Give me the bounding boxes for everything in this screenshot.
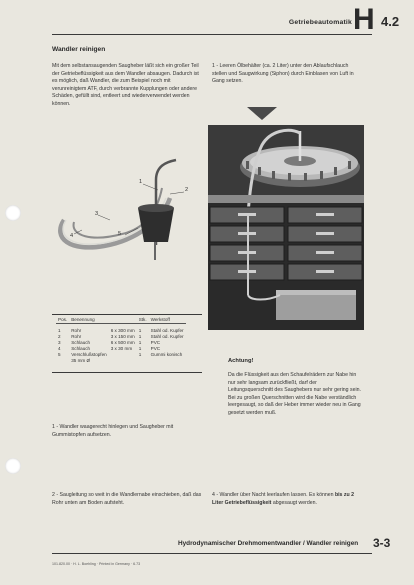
table-cell: 1 — [138, 346, 142, 351]
table-cell: 1 — [138, 352, 142, 357]
table-cell: 4 — [58, 346, 61, 351]
header-section: Getriebeautomatik — [288, 19, 352, 26]
binder-hole-top — [5, 205, 21, 221]
table-header: Werkstoff — [150, 317, 170, 322]
table-cell: 3 — [58, 340, 61, 345]
workshop-photo — [208, 125, 364, 330]
section-title: Wandler reinigen — [52, 46, 106, 53]
table-cell — [109, 358, 137, 364]
parts-table — [56, 317, 186, 364]
table-cell: Rohr — [71, 328, 82, 333]
table-cell: Verschlußstopfen — [71, 352, 107, 357]
figure-label-4: 4 — [70, 233, 74, 239]
footer-print-info: 101.820.00 · H. L. Boehling · Printed in Germany · 6.73 — [52, 562, 141, 566]
figure-label-1: 1 — [139, 179, 143, 185]
table-cell: Schlauch — [71, 340, 91, 345]
table-cell — [56, 358, 69, 364]
figure-label-3: 3 — [95, 211, 99, 217]
footer-rule — [52, 553, 372, 554]
step-4-text-end: abgesaugt werden. — [271, 499, 317, 506]
header-number: 4.2 — [381, 14, 400, 29]
table-cell: 1 — [58, 328, 61, 333]
step-4 — [212, 492, 362, 507]
table-cell: 3 x 150 mm — [110, 334, 135, 339]
step-1-left: 1 - Wandler waagerecht hinlegen und Saugheber mit Gummistopfen aufsetzen. — [52, 424, 174, 438]
table-cell: Schlauch — [71, 346, 91, 351]
header-rule — [52, 34, 372, 35]
table-cell: Rohr — [71, 334, 82, 339]
table-cell: Gummi konisch — [150, 352, 183, 357]
table-cell: PVC — [150, 346, 161, 351]
table-cell: 35 mm Ø — [71, 358, 91, 363]
table-row — [56, 358, 186, 364]
table-cell: 5 — [58, 352, 61, 357]
header-letter: H — [353, 3, 375, 36]
achtung-heading: Achtung! — [228, 358, 254, 364]
table-cell: 1 — [138, 328, 142, 333]
binder-hole-bottom — [5, 458, 21, 474]
table-cell: Stahl od. Kupfer — [150, 328, 184, 333]
table-cell: Stahl od. Kupfer — [150, 334, 184, 339]
table-cell: PVC — [150, 340, 161, 345]
step-1-right: 1 - Leeren Ölbehälter (ca. 2 Liter) unter den Ablaufschlauch stellen und Saugwirkung (Siphon) durch Einblasen von Luft in Gang setzen. — [212, 63, 354, 85]
table-cell: 1 — [138, 334, 142, 339]
table-header: Pos. — [58, 317, 68, 322]
table-rule-top — [52, 314, 202, 315]
siphon-drawing — [52, 150, 202, 270]
table-header: Benennung — [71, 317, 95, 322]
figure-label-2: 2 — [185, 187, 189, 193]
table-rule-bottom — [52, 372, 202, 373]
table-header: Stk. — [138, 317, 147, 322]
step-4-text: 4 - Wandler über Nacht leerlaufen lassen. Es können — [212, 492, 335, 498]
table-cell: 6 x 300 mm — [110, 328, 135, 333]
step-4-bold: bis zu 2 Liter Getriebeflüssigkeit — [212, 492, 354, 506]
arrow-down-icon — [247, 107, 277, 121]
footer-title: Hydrodynamischer Drehmomentwandler / Wandler reinigen — [178, 540, 359, 547]
table-cell: 1 — [138, 340, 142, 345]
table-cell — [149, 358, 186, 364]
table-cell: 3 x 30 mm — [110, 346, 133, 351]
step-2: 2 - Saugleitung so weit in die Wandlernabe einschieben, daß das Rohr unten am Boden aufsteht. — [52, 492, 202, 506]
table-cell — [137, 358, 149, 364]
intro-paragraph: Mit dem selbstansaugenden Saugheber läßt sich ein großer Teil der Getriebeflüssigkeit aus dem Wandler absaugen. Dadurch ist es möglich, daß Wandler, die zum Beispiel noch mit verunreinigtem ATF, durch verbrannte Kupplungen oder andere Schäden, gefüllt sind, entleert und wiederverwendet werden können. — [52, 63, 199, 107]
table-cell: 6 x 500 mm — [110, 340, 135, 345]
table-cell: 2 — [58, 334, 61, 339]
footer-page-number: 3-3 — [373, 536, 391, 550]
achtung-text: Da die Flüssigkeit aus den Schaufelrädern zur Nabe hin nur sehr langsam zurückfließt, darf der Leitungsquerschnitt des Saughebers nur sehr gering sein. Bei zu großen Querschnitten wird die Nabe verständlich leergesaugt, so daß der Heber immer wieder neu in Gang gesetzt werden muß. — [228, 372, 361, 416]
figure-label-5: 5 — [118, 231, 122, 237]
